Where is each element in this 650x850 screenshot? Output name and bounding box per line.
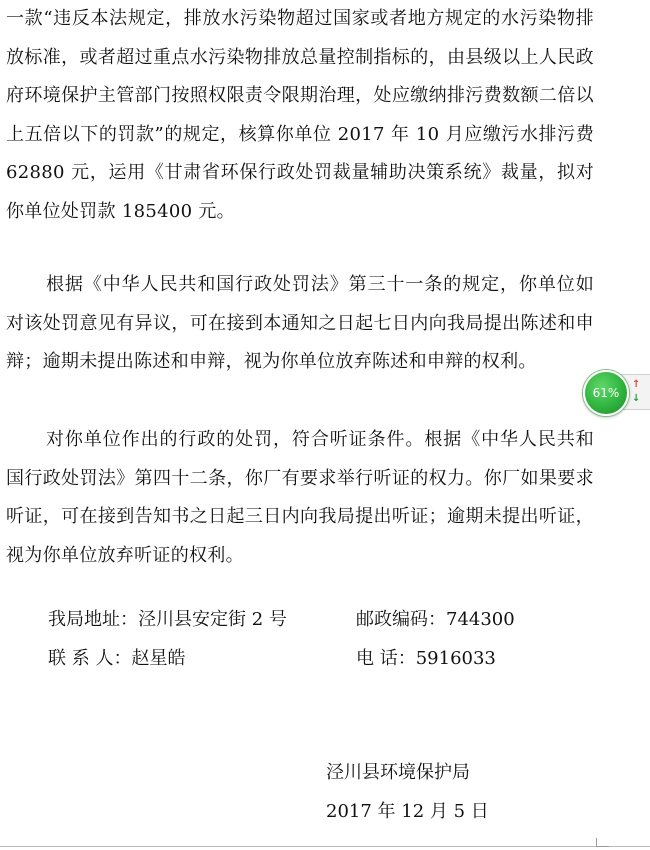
- postal-code-line: 邮政编码：744300: [356, 609, 515, 630]
- signature-date: 2017 年 12 月 5 日: [326, 801, 489, 822]
- speed-percent: 61%: [592, 386, 620, 400]
- signature-organization: 泾川县环境保护局: [326, 762, 470, 783]
- speed-widget[interactable]: [583, 370, 650, 414]
- page-bottom-rule: [0, 846, 650, 847]
- paragraph-penalty-basis: 一款“违反本法规定，排放水污染物超过国家或者地方规定的水污染物排放标准，或者超过重点水污染物排放总量控制指标的，由县级以上人民政府环境保护主管部门按照权限责令限期治理，处应缴纳排污费数额二倍以上五倍以下的罚款”的规定，核算你单位 2017 年 10 月应缴污水排污费 62880 元，运用《甘肃省环保行政处罚裁量辅助决策系统》裁量，拟对你单位处罚款 185400 元。: [6, 8, 594, 222]
- page-corner-mark: [596, 838, 609, 847]
- address-line: 我局地址：泾川县安定街 2 号: [48, 609, 287, 630]
- speed-ball-icon[interactable]: [583, 370, 629, 416]
- phone-line: 电 话：5916033: [356, 648, 496, 669]
- upload-arrow-icon: ↑: [632, 379, 641, 390]
- paragraph-hearing-rights: 对你单位作出的行政的处罚，符合听证条件。根据《中华人民共和国行政处罚法》第四十二条，你厂有要求举行听证的权力。你厂如果要求听证，可在接到告知书之日起三日内向我局提出听证；逾期未提出听证，视为你单位放弃听证的权利。: [6, 429, 594, 566]
- download-arrow-icon: ↓: [632, 393, 641, 404]
- paragraph-appeal-rights: 根据《中华人民共和国行政处罚法》第三十一条的规定，你单位如对该处罚意见有异议，可在接到本通知之日起七日内向我局提出陈述和申辩；逾期未提出陈述和申辩，视为你单位放弃陈述和申辩的权利。: [6, 274, 594, 372]
- contact-person-line: 联 系 人：赵星皓: [48, 648, 186, 669]
